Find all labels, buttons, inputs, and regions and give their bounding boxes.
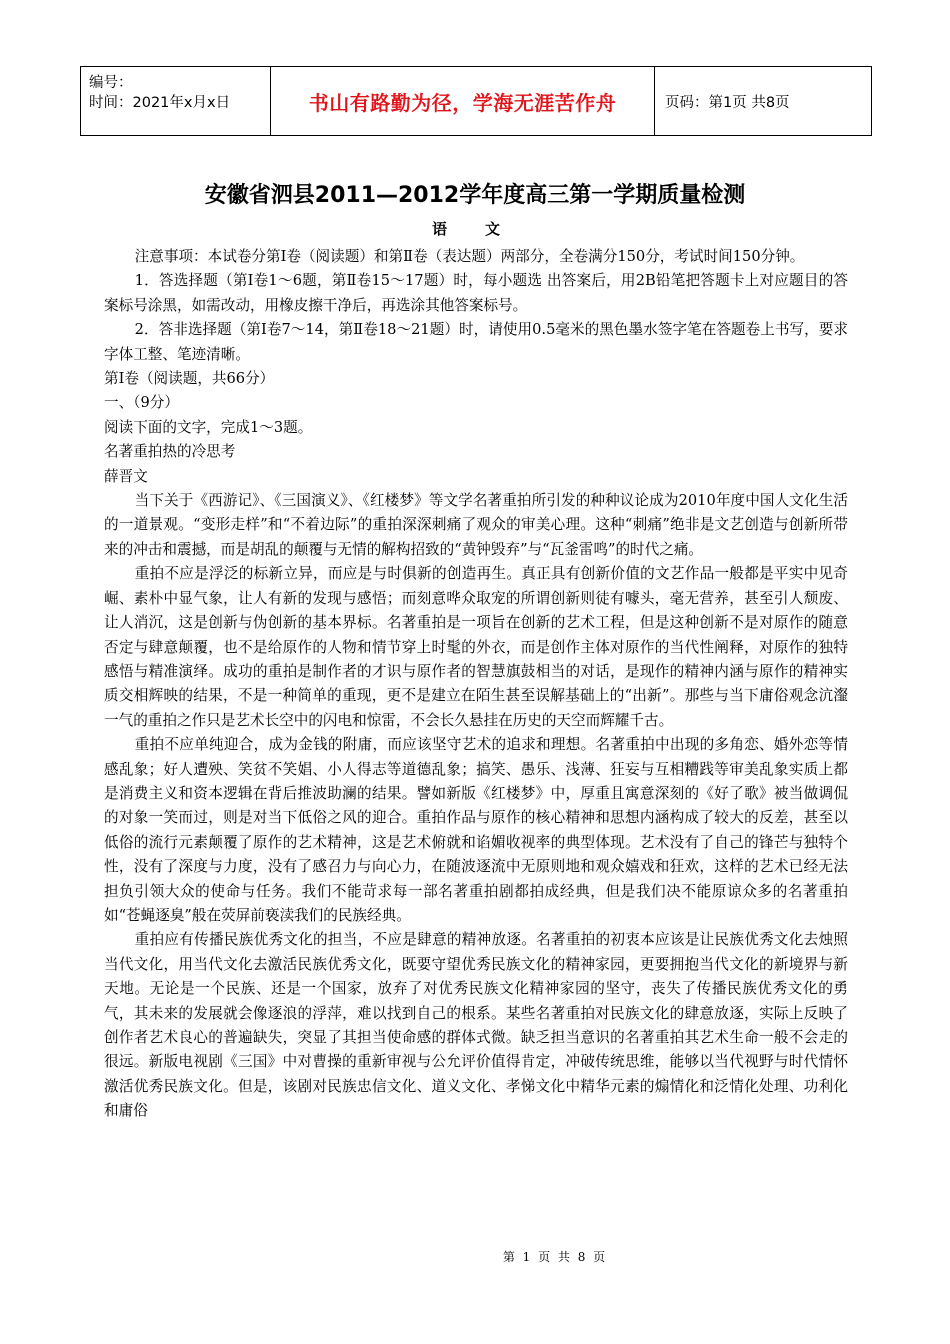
exam-title: 安徽省泗县2011—2012学年度高三第一学期质量检测 (204, 183, 746, 208)
motto-text: 书山有路勤为径，学海无涯苦作舟 (308, 90, 617, 115)
instruction-1: 1．答选择题（第Ⅰ卷1～6题，第Ⅱ卷15～17题）时，每小题选 出答案后，用2B铅笔把答题卡上对应题目的答案标号涂黑，如需改动，用橡皮擦干净后，再选涂其他答案标号。 (104, 272, 848, 314)
article-paragraph: 重拍不应单纯迎合，成为金钱的附庸，而应该坚守艺术的追求和理想。名著重拍中出现的多角恋、婚外恋等情感乱象；好人遭殃、笑贫不笑娼、小人得志等道德乱象；搞笑、愚乐、浅薄、狂妄与互相糟践等审美乱象实质上都是消费主义和资本逻辑在背后推波助澜的结果。譬如新版《红楼梦》中，厚重且寓意深刻的《好了歌》被当做调侃的对象一笑而过，则是对当下低俗之风的迎合。重拍作品与原作的核心精神和思想内涵构成了较大的反差，甚至以低俗的流行元素颠覆了原作的艺术精神，这是艺术俯就和谄媚收视率的典型体现。艺术没有了自己的锋芒与独特个性，没有了深度与力度，没有了感召力与向心力，在随波逐流中无原则地和观众嬉戏和狂欢，这样的艺术已经无法担负引领大众的使命与任务。我们不能苛求每一部名著重拍剧都拍成经典，但是我们决不能原谅众多的名著重拍如“苍蝇逐臭”般在荧屏前亵渎我们的民族经典。 (104, 736, 848, 924)
question-group-heading: 一、（9分） (104, 394, 179, 412)
instruction-2: 2．答非选择题（第Ⅰ卷7～14，第Ⅱ卷18～21题）时，请使用0.5毫米的黑色墨水签字笔在答题卷上书写，要求字体工整、笔迹清晰。 (104, 321, 848, 363)
document-header-table (80, 66, 872, 136)
document-body (104, 245, 848, 1124)
reading-instruction: 阅读下面的文字，完成1～3题。 (104, 418, 313, 436)
article-title: 名著重拍热的冷思考 (104, 443, 236, 461)
subject-heading: 语文 (431, 220, 538, 238)
header-motto-cell (271, 67, 655, 135)
article-paragraph: 重拍不应是浮泛的标新立异，而应是与时俱新的创造再生。真正具有创新价值的文艺作品一般都是平实中见奇崛、素朴中显气象，让人有新的发现与感悟；而刻意哗众取宠的所谓创新则徒有噱头，毫无营养，甚至引人颓废、让人消沉，这是创新与伪创新的基本界标。名著重拍是一项旨在创新的艺术工程，但是这种创新不是对原作的随意否定与肆意颠覆，也不是给原作的人物和情节穿上时髦的外衣，而是创作主体对原作的当代性阐释，对原作的独特感悟与精准演绎。成功的重拍是制作者的才识与原作者的智慧旗鼓相当的对话，是现作的精神内涵与原作的精神实质交相辉映的结果，不是一种简单的重现，更不是建立在陌生甚至误解基础上的“出新”。那些与当下庸俗观念沆瀣一气的重拍之作只是艺术长空中的闪电和惊雷，不会长久悬挂在历史的天空而辉耀千古。 (104, 565, 848, 729)
article-paragraph: 当下关于《西游记》、《三国演义》、《红楼梦》等文学名著重拍所引发的种种议论成为2010年度中国人文化生活的一道景观。“变形走样”和“不着边际”的重拍深深刺痛了观众的审美心理。这种“刺痛”绝非是文艺创造与创新所带来的冲击和震撼，而是胡乱的颠覆与无情的解构招致的“黄钟毁弃”与“瓦釜雷鸣”的时代之痛。 (104, 492, 848, 558)
page-footer: 第 1 页 共 8 页 (502, 1250, 608, 1264)
section-heading: 第Ⅰ卷（阅读题，共66分） (104, 370, 275, 388)
page-number-label: 页码：第1页 共8页 (665, 94, 790, 111)
document-time-label: 时间：2021年x月x日 (89, 95, 231, 111)
article-author: 薛晋文 (104, 467, 148, 485)
notice-paragraph: 注意事项：本试卷分第Ⅰ卷（阅读题）和第Ⅱ卷（表达题）两部分，全卷满分150分，考试时间150分钟。 (134, 248, 805, 265)
header-page-cell (655, 67, 871, 135)
header-info-cell (81, 67, 271, 135)
document-number-label: 编号： (89, 75, 133, 91)
article-paragraph: 重拍应有传播民族优秀文化的担当，不应是肆意的精神放逐。名著重拍的初衷本应该是让民族优秀文化去烛照当代文化，用当代文化去激活民族优秀文化，既要守望优秀民族文化的精神家园，更要拥抱当代文化的新境界与新天地。无论是一个民族、还是一个国家，放弃了对优秀民族文化精神家园的坚守，丧失了传播民族优秀文化的勇气，其未来的发展就会像逐浪的浮萍，难以找到自己的根系。某些名著重拍对民族文化的肆意放逐，实际上反映了创作者艺术良心的普遍缺失，突显了其担当使命感的群体式微。缺乏担当意识的名著重拍其艺术生命一般不会走的很远。新版电视剧《三国》中对曹操的重新审视与公允评价值得肯定，冲破传统思维，能够以当代视野与时代情怀激活优秀民族文化。但是，该剧对民族忠信文化、道义文化、孝悌文化中精华元素的煽情化和泛情化处理、功利化和庸俗 (104, 931, 848, 1120)
